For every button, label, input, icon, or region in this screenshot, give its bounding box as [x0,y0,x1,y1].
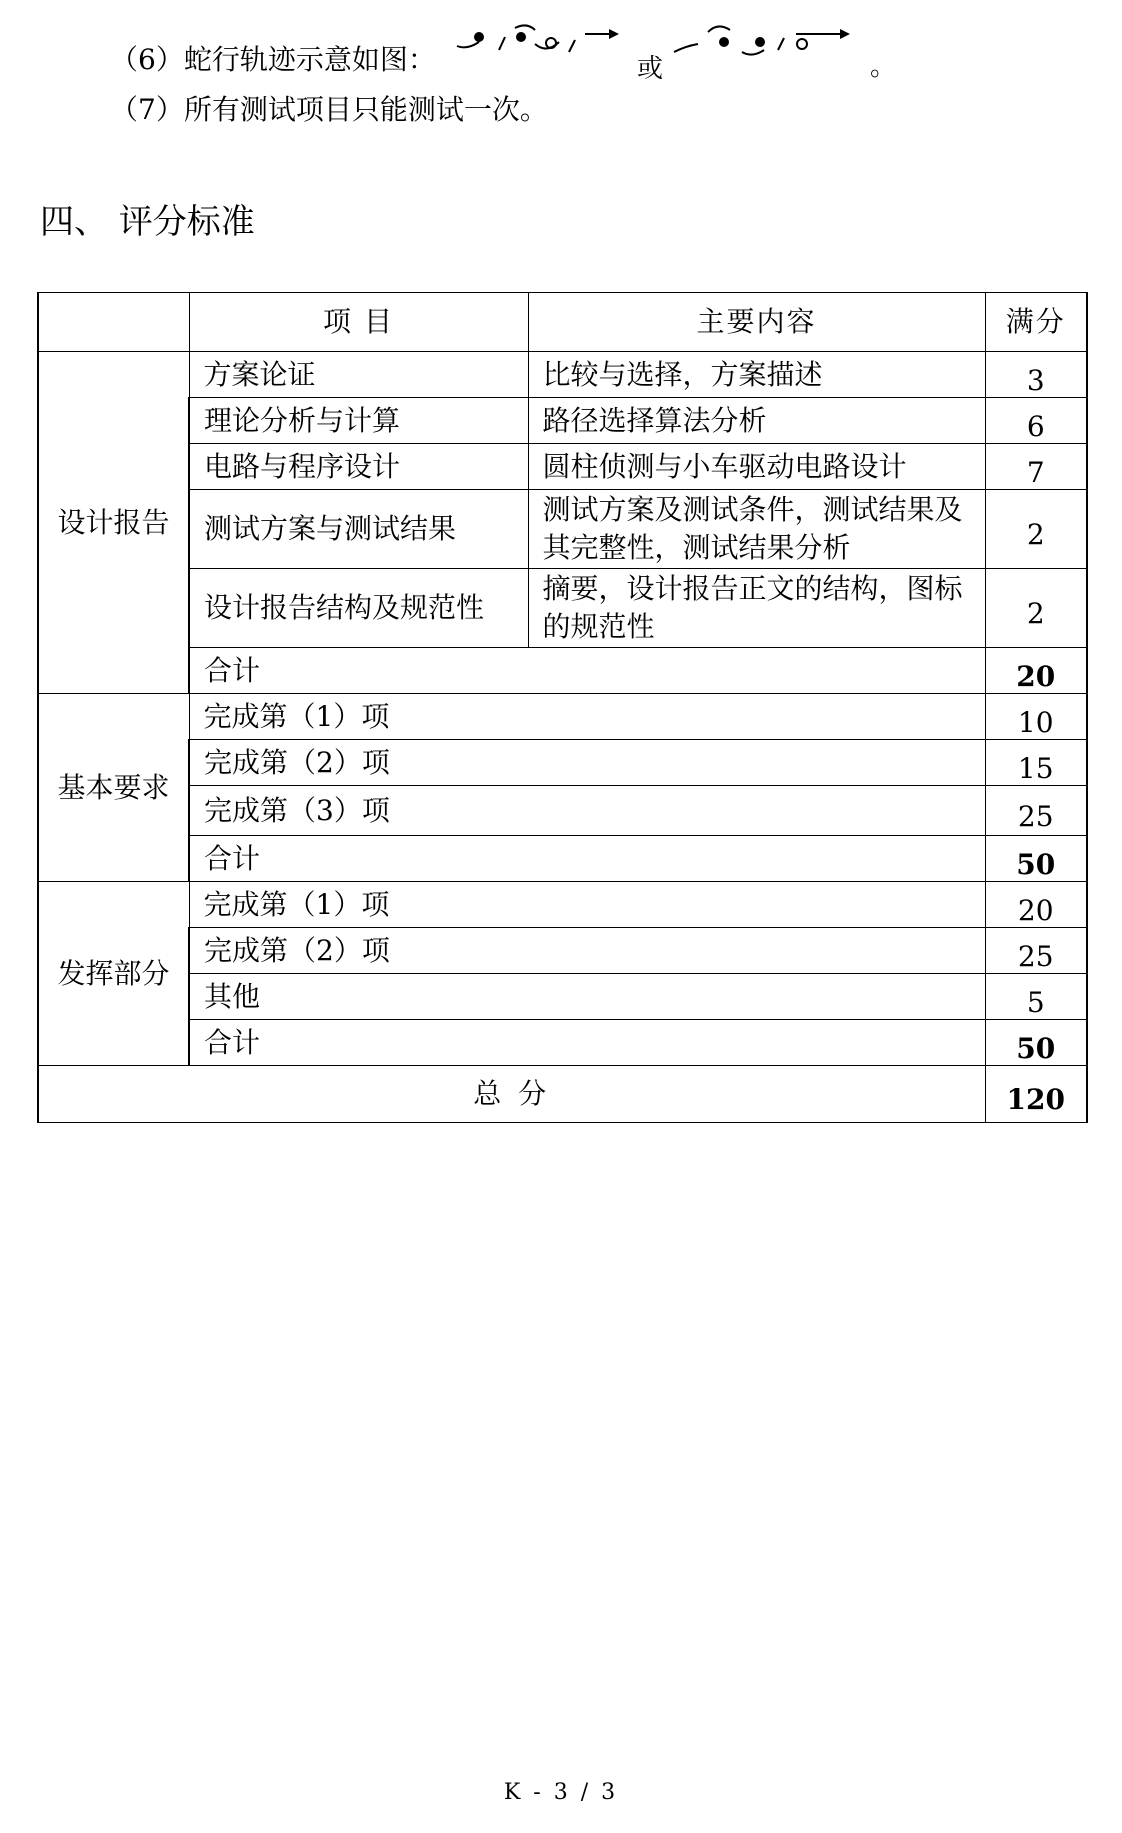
subtotal-label: 合计 [189,836,985,882]
table-row [38,974,1087,1020]
score-cell: 7 [985,444,1087,490]
item-cell: 理论分析与计算 [189,398,528,444]
item-cell: 测试方案与测试结果 [189,490,528,569]
page-footer: K - 3 / 3 [503,1780,619,1805]
subtotal-row [38,1020,1087,1066]
score-cell: 20 [985,882,1087,928]
header-blank [38,293,189,352]
score-cell: 25 [985,928,1087,974]
table-row [38,740,1087,786]
subtotal-score: 50 [985,836,1087,882]
score-cell: 2 [985,569,1087,648]
score-cell: 10 [985,694,1087,740]
list-item-6: （6）蛇行轨迹示意如图： [110,43,436,76]
scoring-table [37,292,1088,1123]
subtotal-label: 合计 [189,648,985,694]
subtotal-row [38,836,1087,882]
table-row [38,882,1087,928]
score-cell: 25 [985,786,1087,836]
content-cell: 路径选择算法分析 [528,398,985,444]
header-content: 主要内容 [528,293,985,352]
table-row [38,444,1087,490]
score-cell: 3 [985,352,1087,398]
subtotal-score: 50 [985,1020,1087,1066]
table-header-row [38,293,1087,352]
score-cell: 2 [985,490,1087,569]
table-row [38,694,1087,740]
or-text: 或 [637,54,664,84]
header-score: 满分 [985,293,1087,352]
snake-path-diagram-2 [672,20,872,70]
item-cell: 完成第（1）项 [189,694,985,740]
score-cell: 6 [985,398,1087,444]
table-row [38,928,1087,974]
table-row [38,352,1087,398]
table-row [38,569,1087,648]
content-cell: 摘要，设计报告正文的结构，图标的规范性 [528,569,985,648]
table-row [38,398,1087,444]
table-row [38,786,1087,836]
section-title: 四、 评分标准 [40,202,255,242]
content-cell: 圆柱侦测与小车驱动电路设计 [528,444,985,490]
category-advanced: 发挥部分 [38,882,189,1066]
item-cell: 完成第（3）项 [189,786,985,836]
item-cell: 电路与程序设计 [189,444,528,490]
table-row [38,490,1087,569]
item-cell: 方案论证 [189,352,528,398]
item-cell: 完成第（2）项 [189,740,985,786]
item-cell: 设计报告结构及规范性 [189,569,528,648]
score-cell: 5 [985,974,1087,1020]
snake-path-diagram-1 [455,20,635,70]
category-design-report: 设计报告 [38,352,189,694]
item-cell: 完成第（1）项 [189,882,985,928]
content-cell: 比较与选择，方案描述 [528,352,985,398]
total-score: 120 [985,1066,1087,1123]
item-cell: 完成第（2）项 [189,928,985,974]
total-row [38,1066,1087,1123]
content-cell: 测试方案及测试条件，测试结果及其完整性，测试结果分析 [528,490,985,569]
category-basic: 基本要求 [38,694,189,882]
subtotal-score: 20 [985,648,1087,694]
subtotal-label: 合计 [189,1020,985,1066]
list-item-7: （7）所有测试项目只能测试一次。 [110,93,548,126]
header-item: 项 目 [189,293,528,352]
period-text: 。 [870,52,897,82]
total-label: 总 分 [38,1066,985,1123]
score-cell: 15 [985,740,1087,786]
subtotal-row [38,648,1087,694]
item-cell: 其他 [189,974,985,1020]
